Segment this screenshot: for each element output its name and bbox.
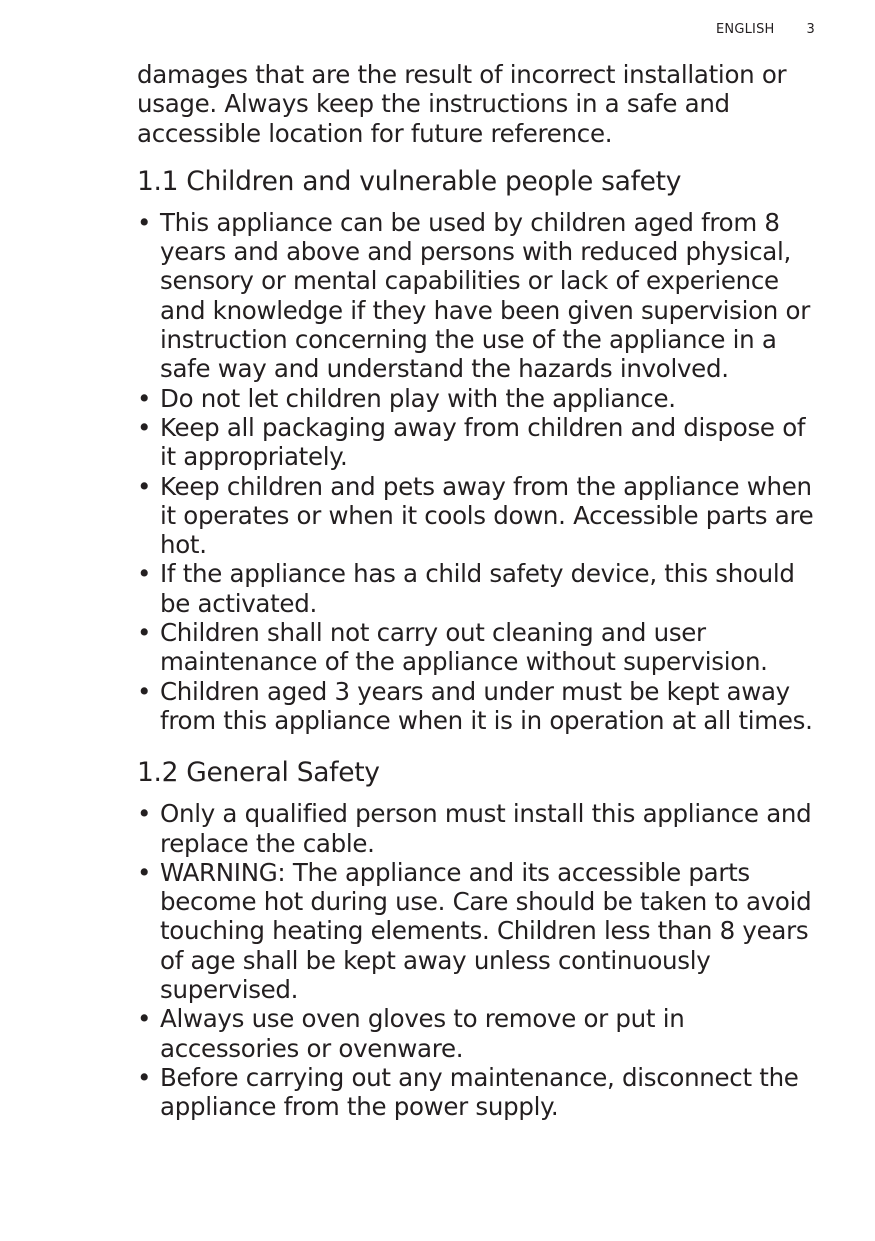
list-item [137, 413, 819, 472]
list-item-text: Only a qualified person must install this appliance and replace the cable. [160, 799, 812, 858]
list-item [137, 1063, 819, 1122]
section-heading [137, 757, 819, 789]
list-item-text: Always use oven gloves to remove or put in accessories or ovenware. [160, 1004, 685, 1063]
bullet-icon: • [137, 1004, 152, 1034]
bullet-icon: • [137, 857, 152, 887]
list-item-text: Before carrying out any maintenance, disconnect the appliance from the power supply. [160, 1062, 799, 1122]
list-item [137, 472, 819, 560]
bullet-icon: • [137, 799, 152, 829]
section-number: 1.1 [137, 165, 179, 197]
list-item [137, 208, 819, 384]
list-item [137, 384, 819, 413]
list-item [137, 677, 819, 736]
page-number: 3 [806, 22, 815, 37]
bullet-icon: • [137, 618, 152, 648]
bullet-list [137, 208, 819, 735]
bullet-icon: • [137, 471, 152, 501]
bullet-icon: • [137, 383, 152, 413]
bullet-icon: • [137, 559, 152, 589]
bullet-icon: • [137, 1062, 152, 1092]
bullet-icon: • [137, 207, 152, 237]
list-item-text: If the appliance has a child safety device, this should be activated. [160, 559, 795, 618]
list-item-text: Keep all packaging away from children and dispose of it appropriately. [160, 412, 806, 472]
list-item-text: Children shall not carry out cleaning and user maintenance of the appliance without supervision. [160, 618, 768, 677]
section-heading [137, 166, 819, 198]
section-title: Children and vulnerable people safety [186, 165, 682, 197]
section-number: 1.2 [137, 757, 179, 789]
section-children-safety [137, 166, 819, 735]
list-item-text: WARNING: The appliance and its accessible parts become hot during use. Care should be taken to avoid touching heating elements. Children less than 8 years of age shall be kept away unless continuously supervised. [160, 857, 812, 1005]
bullet-list [137, 799, 819, 1121]
bullet-icon: • [137, 676, 152, 706]
list-item [137, 618, 819, 677]
list-item-text: Do not let children play with the appliance. [160, 383, 676, 413]
section-general-safety [137, 757, 819, 1121]
list-item [137, 799, 819, 858]
header-language: ENGLISH [715, 22, 775, 37]
page-content [137, 60, 819, 1122]
list-item-text: This appliance can be used by children aged from 8 years and above and persons with reduced physical, sensory or mental capabilities or lack of experience and knowledge if they have been given supervision or instruction concerning the use of the appliance in a safe way and understand the hazards involved. [160, 207, 810, 384]
list-item-text: Children aged 3 years and under must be kept away from this appliance when it is in operation at all times. [160, 676, 813, 735]
intro-paragraph: damages that are the result of incorrect installation or usage. Always keep the instructions in a safe and accessible location for future reference. [137, 60, 787, 148]
page-header [716, 22, 815, 37]
section-title: General Safety [186, 757, 380, 789]
bullet-icon: • [137, 412, 152, 442]
list-item [137, 1004, 819, 1063]
list-item [137, 858, 819, 1004]
list-item-text: Keep children and pets away from the appliance when it operates or when it cools down. Accessible parts are hot. [160, 471, 814, 560]
list-item [137, 559, 819, 618]
